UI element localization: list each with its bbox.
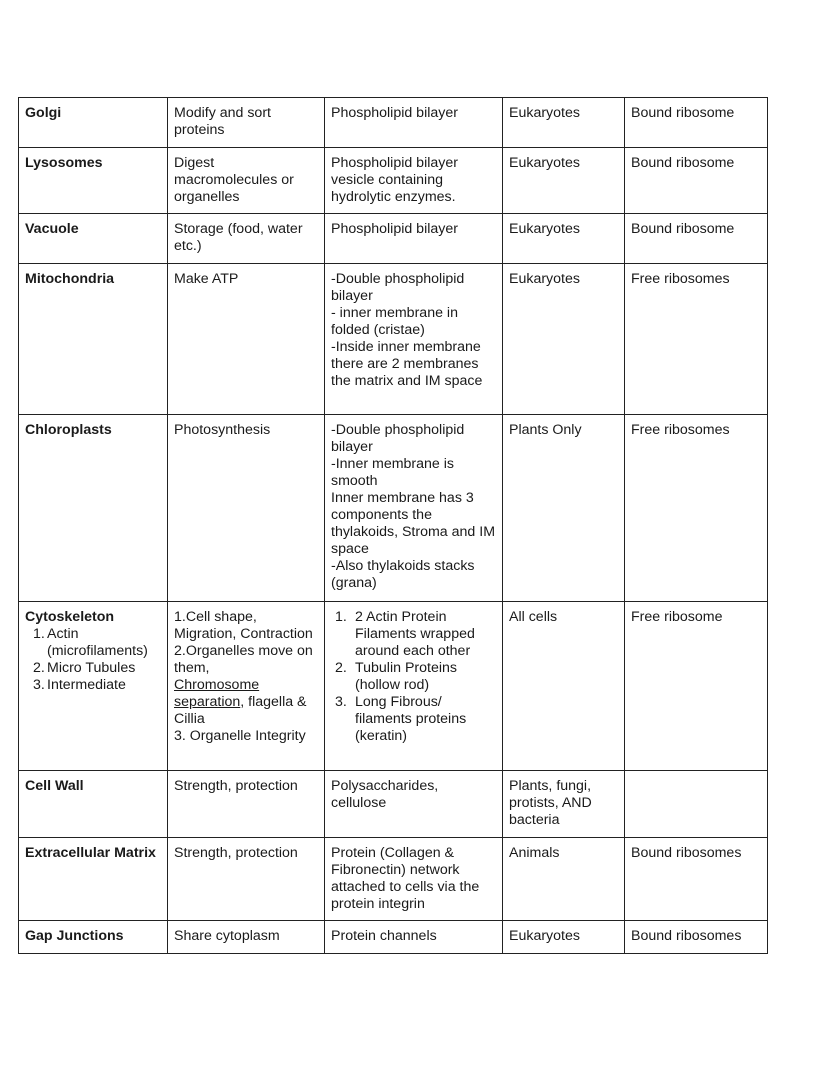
table-row: [19, 602, 768, 771]
organelle-ribosome: Bound ribosomes: [625, 921, 768, 954]
organelle-name: Cell Wall: [19, 771, 168, 838]
organelle-name: Vacuole: [19, 214, 168, 264]
table-row: [19, 415, 768, 602]
organelle-function: Strength, protection: [168, 771, 325, 838]
composition-line: -Inner membrane is smooth: [331, 456, 455, 489]
organelle-composition: [325, 602, 503, 771]
list-item: 1. Actin (microfilaments): [33, 626, 148, 659]
organelle-name: Mitochondria: [19, 264, 168, 415]
organelle-function: Make ATP: [168, 264, 325, 415]
organelle-found-in: Eukaryotes: [503, 264, 625, 415]
table-row: [19, 264, 768, 415]
organelle-name: Golgi: [19, 98, 168, 148]
organelle-name: [19, 602, 168, 771]
organelle-table: [18, 97, 768, 954]
organelle-composition: Protein channels: [325, 921, 503, 954]
composition-line: Inner membrane has 3 components the thylakoids, Stroma and IM space: [331, 490, 496, 557]
list-item: 1. 2 Actin Protein Filaments wrapped around each other: [335, 609, 475, 659]
organelle-function: [168, 602, 325, 771]
table-row: [19, 148, 768, 214]
table-row: [19, 838, 768, 921]
organelle-function: Modify and sort proteins: [168, 98, 325, 148]
organelle-function: Share cytoplasm: [168, 921, 325, 954]
organelle-composition: Protein (Collagen & Fibronectin) network attached to cells via the protein integrin: [325, 838, 503, 921]
cytoskeleton-composition-list: [331, 609, 496, 745]
organelle-ribosome: Bound ribosome: [625, 98, 768, 148]
composition-line: -Double phospholipid bilayer: [331, 271, 465, 304]
organelle-name-title: Cytoskeleton: [25, 609, 115, 625]
organelle-found-in: Eukaryotes: [503, 214, 625, 264]
function-line: Chromosome separation, flagella & Cillia: [174, 677, 307, 727]
organelle-composition: Phospholipid bilayer: [325, 214, 503, 264]
organelle-ribosome: Bound ribosome: [625, 214, 768, 264]
organelle-name: Gap Junctions: [19, 921, 168, 954]
organelle-name: Lysosomes: [19, 148, 168, 214]
organelle-function: Photosynthesis: [168, 415, 325, 602]
organelle-found-in: All cells: [503, 602, 625, 771]
table-row: [19, 214, 768, 264]
list-item: 3. Long Fibrous/ filaments proteins (keratin): [335, 694, 467, 744]
table-row: [19, 921, 768, 954]
organelle-ribosome: Bound ribosomes: [625, 838, 768, 921]
organelle-composition: Phospholipid bilayer: [325, 98, 503, 148]
organelle-found-in: Eukaryotes: [503, 98, 625, 148]
organelle-ribosome: Free ribosome: [625, 602, 768, 771]
function-line: 1.Cell shape, Migration, Contraction: [174, 609, 313, 642]
organelle-function: Strength, protection: [168, 838, 325, 921]
organelle-found-in: Eukaryotes: [503, 921, 625, 954]
organelle-ribosome: Free ribosomes: [625, 264, 768, 415]
cytoskeleton-types-list: [25, 626, 161, 694]
composition-line: - inner membrane in folded (cristae): [331, 305, 458, 338]
organelle-composition: [325, 415, 503, 602]
function-line: 2.Organelles move on them,: [174, 643, 313, 676]
organelle-found-in: Animals: [503, 838, 625, 921]
composition-line: -Inside inner membrane there are 2 membranes the matrix and IM space: [331, 339, 483, 389]
list-item: 2. Micro Tubules: [33, 660, 136, 676]
organelle-ribosome: [625, 771, 768, 838]
organelle-ribosome: Bound ribosome: [625, 148, 768, 214]
organelle-found-in: Plants Only: [503, 415, 625, 602]
organelle-composition: Polysaccharides, cellulose: [325, 771, 503, 838]
organelle-ribosome: Free ribosomes: [625, 415, 768, 602]
organelle-function: Digest macromolecules or organelles: [168, 148, 325, 214]
underlined-text: Chromosome separation: [174, 677, 260, 710]
table-row: [19, 98, 768, 148]
organelle-found-in: Plants, fungi, protists, AND bacteria: [503, 771, 625, 838]
organelle-function: Storage (food, water etc.): [168, 214, 325, 264]
organelle-name: Extracellular Matrix: [19, 838, 168, 921]
composition-line: -Double phospholipid bilayer: [331, 422, 465, 455]
composition-line: -Also thylakoids stacks (grana): [331, 558, 475, 591]
list-item: 3. Intermediate: [33, 677, 126, 693]
organelle-composition: [325, 264, 503, 415]
list-item: 2. Tubulin Proteins (hollow rod): [335, 660, 457, 693]
function-line: 3. Organelle Integrity: [174, 728, 306, 744]
organelle-name: Chloroplasts: [19, 415, 168, 602]
table-row: [19, 771, 768, 838]
organelle-composition: Phospholipid bilayer vesicle containing hydrolytic enzymes.: [325, 148, 503, 214]
organelle-found-in: Eukaryotes: [503, 148, 625, 214]
